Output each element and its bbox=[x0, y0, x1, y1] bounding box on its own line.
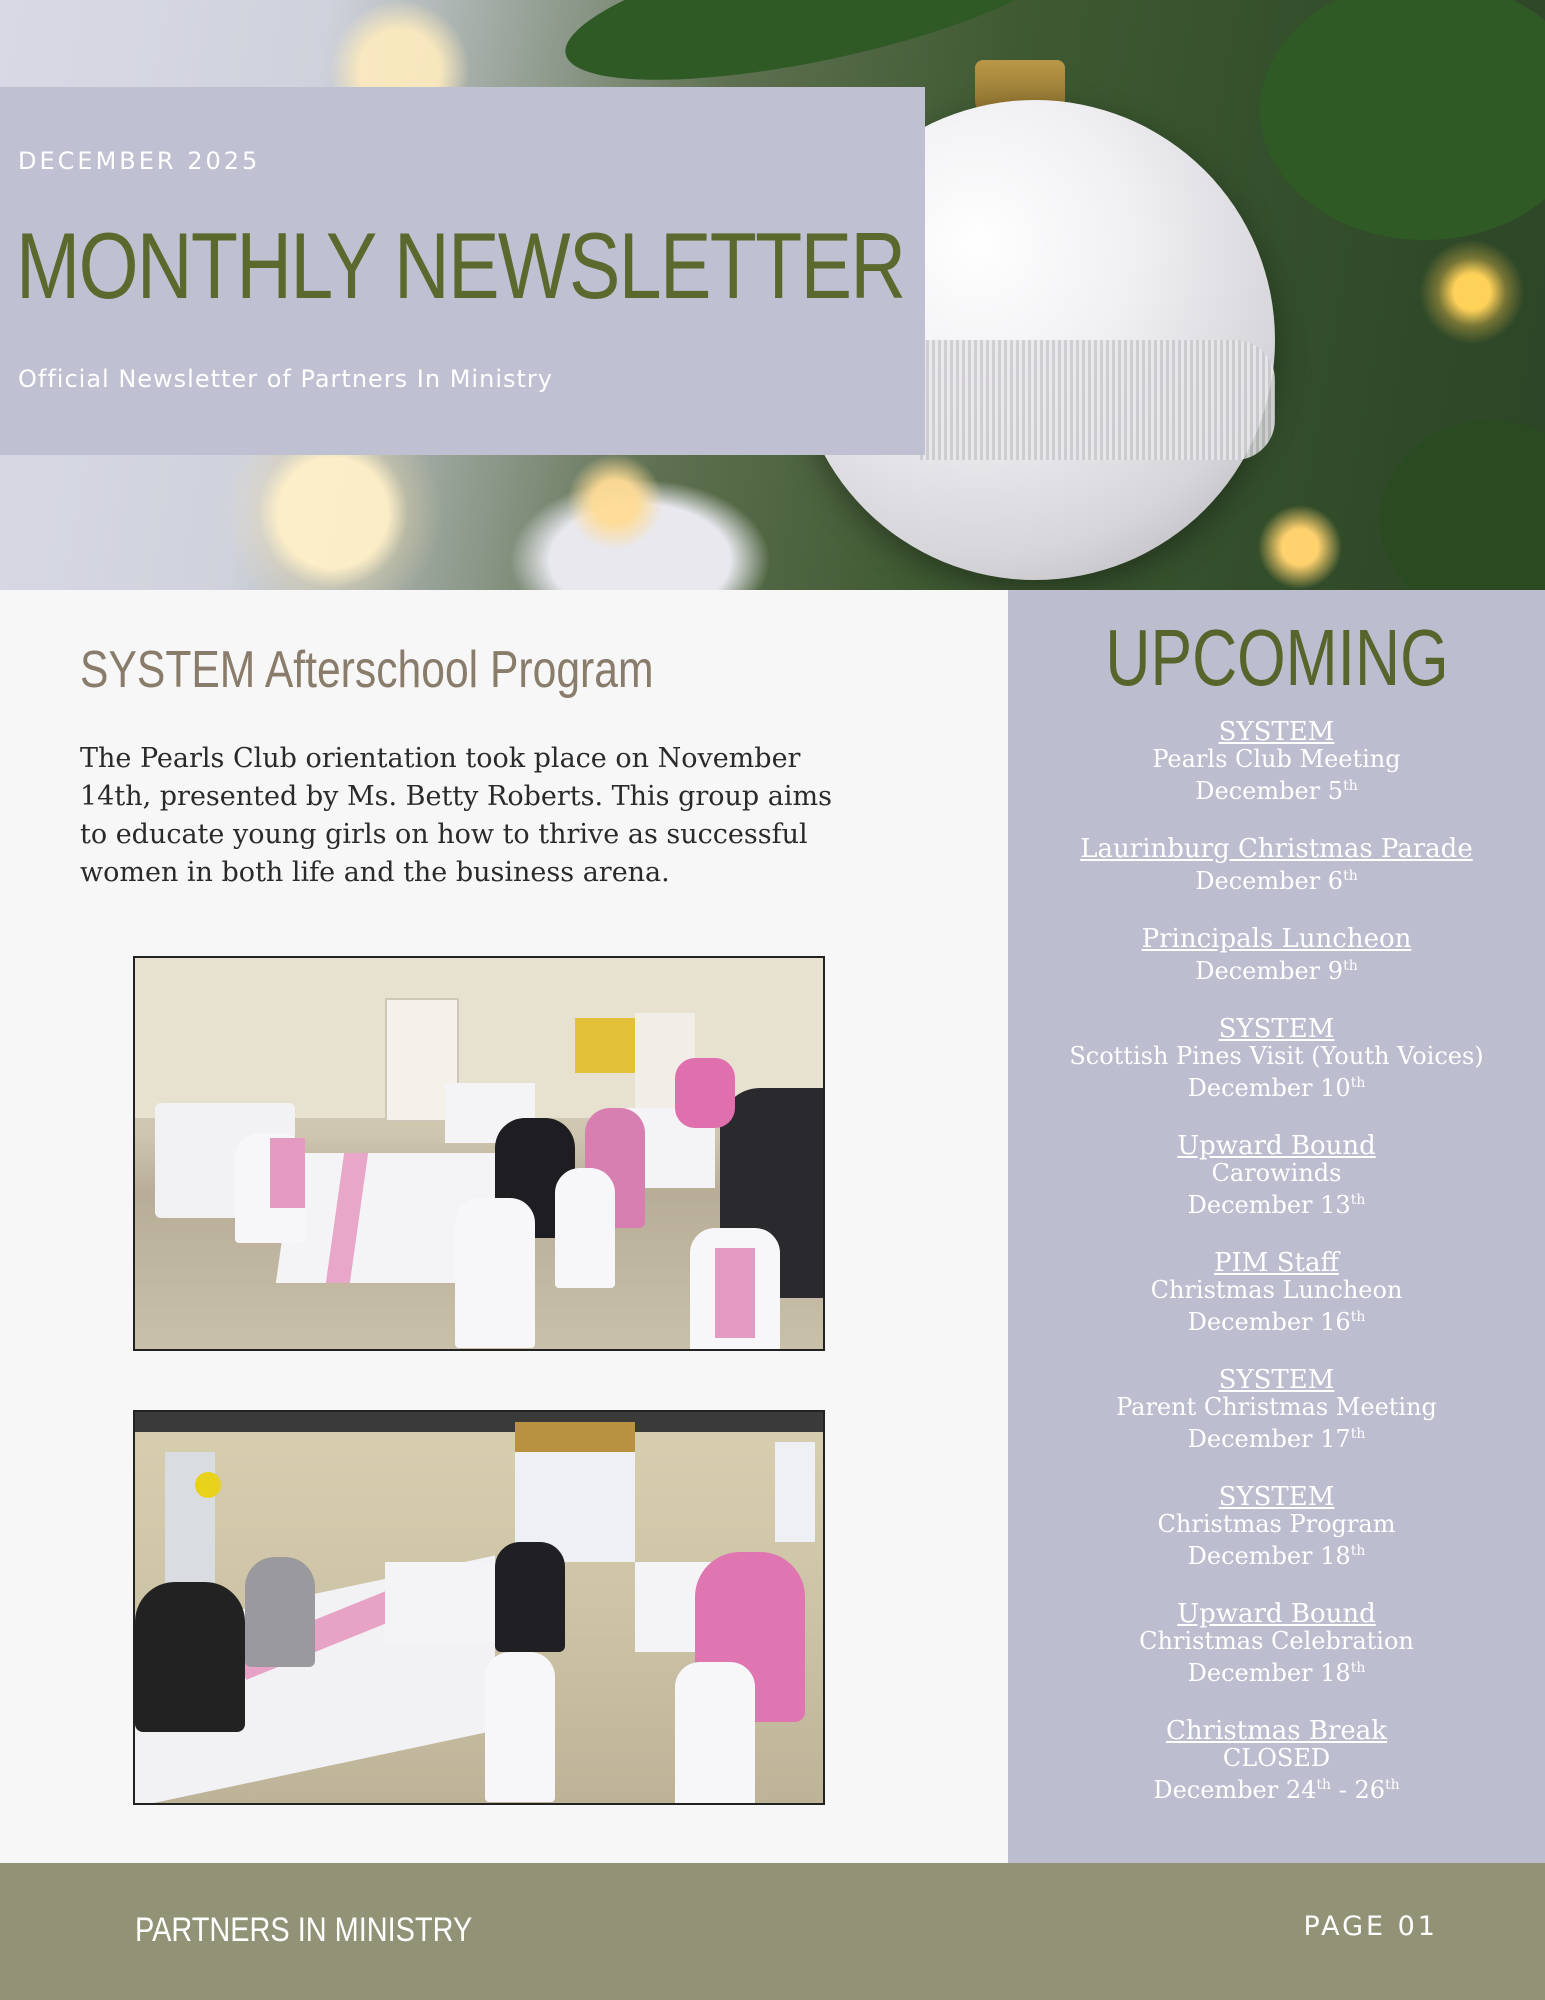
event-detail: Christmas Program bbox=[1157, 1510, 1396, 1538]
event-date: December 16th bbox=[1187, 1308, 1366, 1336]
event-date: December 6th bbox=[1195, 867, 1358, 895]
event-detail: Carowinds bbox=[1211, 1159, 1342, 1187]
footer-organization: PARTNERS IN MINISTRY bbox=[135, 1911, 473, 1949]
event-item bbox=[1008, 925, 1545, 985]
event-photo-2 bbox=[133, 1410, 825, 1805]
issue-date: DECEMBER 2025 bbox=[18, 147, 261, 175]
hero-image bbox=[0, 0, 1545, 590]
event-title: Principals Luncheon bbox=[1141, 924, 1412, 954]
event-detail: Scottish Pines Visit (Youth Voices) bbox=[1069, 1042, 1484, 1070]
event-title: SYSTEM bbox=[1218, 1014, 1335, 1044]
ornament-glitter-band bbox=[920, 340, 1275, 460]
event-title: Upward Bound bbox=[1177, 1131, 1376, 1161]
event-date: December 18th bbox=[1187, 1542, 1366, 1570]
event-title: SYSTEM bbox=[1218, 1365, 1335, 1395]
event-date: December 18th bbox=[1187, 1659, 1366, 1687]
page-number: PAGE 01 bbox=[1303, 1911, 1438, 1942]
event-title: SYSTEM bbox=[1218, 717, 1335, 747]
pine-branch bbox=[1380, 420, 1545, 590]
event-title: SYSTEM bbox=[1218, 1482, 1335, 1512]
event-title: Upward Bound bbox=[1177, 1599, 1376, 1629]
event-item bbox=[1008, 1717, 1545, 1804]
event-item bbox=[1008, 1249, 1545, 1336]
newsletter-title: MONTHLY NEWSLETTER bbox=[16, 213, 905, 318]
upcoming-heading: UPCOMING bbox=[1104, 613, 1449, 702]
event-title: Laurinburg Christmas Parade bbox=[1080, 834, 1473, 864]
event-item bbox=[1008, 718, 1545, 805]
event-detail: CLOSED bbox=[1222, 1744, 1331, 1772]
upcoming-events-list bbox=[1008, 718, 1545, 1834]
event-date: December 13th bbox=[1187, 1191, 1366, 1219]
event-item bbox=[1008, 1483, 1545, 1570]
event-detail: Christmas Celebration bbox=[1139, 1627, 1414, 1655]
event-photo-1 bbox=[133, 956, 825, 1351]
event-title: Christmas Break bbox=[1165, 1716, 1388, 1746]
event-detail: Parent Christmas Meeting bbox=[1116, 1393, 1437, 1421]
title-box bbox=[0, 87, 925, 455]
event-item bbox=[1008, 1366, 1545, 1453]
event-title: PIM Staff bbox=[1214, 1248, 1339, 1278]
event-item bbox=[1008, 1132, 1545, 1219]
footer bbox=[0, 1863, 1545, 2000]
event-date: December 9th bbox=[1195, 957, 1358, 985]
pine-branch bbox=[1260, 0, 1545, 240]
event-item bbox=[1008, 1600, 1545, 1687]
event-item bbox=[1008, 835, 1545, 895]
event-item bbox=[1008, 1015, 1545, 1102]
event-date: December 17th bbox=[1187, 1425, 1366, 1453]
event-detail: Pearls Club Meeting bbox=[1152, 745, 1401, 773]
section-heading: SYSTEM Afterschool Program bbox=[80, 641, 654, 699]
upcoming-sidebar bbox=[1008, 590, 1545, 1863]
event-date: December 24th - 26th bbox=[1153, 1776, 1400, 1804]
newsletter-subtitle: Official Newsletter of Partners In Ministry bbox=[18, 365, 553, 393]
event-date: December 5th bbox=[1195, 777, 1358, 805]
article-body: The Pearls Club orientation took place on November 14th, presented by Ms. Betty Roberts. This group aims to educate young girls on how to thrive as successful women in both life and the business arena. bbox=[80, 743, 832, 888]
event-date: December 10th bbox=[1187, 1074, 1366, 1102]
event-detail: Christmas Luncheon bbox=[1150, 1276, 1403, 1304]
